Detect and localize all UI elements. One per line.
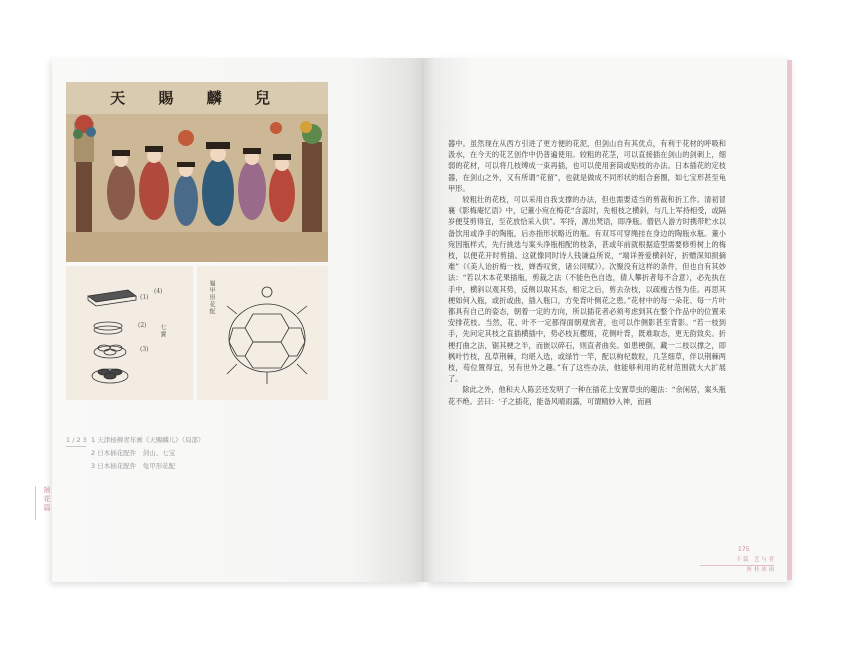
footer-line-1: 下 篇 艺 与 者 [735,557,774,563]
kenzan-shippo-figure [66,266,193,400]
caption-divider [66,446,86,447]
new-year-painting-figure [66,82,328,262]
paragraph-2: 较粗壮的花枝，可以采用自我支撑的办法，但也需要适当的剪裁和折工作。清初冒襄《影梅庵忆语》中，记董小宛在梅花“含蕊时，先相枝之横斜，与几上军持相受，或隔岁便芟剪得宜，至花放恰采入供”。军持，源出梵语，即净瓶。僧侣人游方时携带贮水以备饮用或净手的陶瓶，后亦指形状略近的瓶。有双耳可穿绳挂在身边的陶瓶水瓶。董小宛因瓶样式，先行挑选与案头净瓶相配的枝条，甚或年前就根据造型需要修剪树上的梅枝，以便花开时剪插。这就像同时诗人钱谦益所说，“端详善爱横斜好，折赠深知损摘难”（《美人诒折梅一枝，婵香叹赏，诸公同赋》）。次聚没有这样的条件，但也自有其妙法：“若以木本花果插瓶，剪裁之法（不能色色自选，倩人攀折者每不合意），必先执在手中，横斜以观其势，反侧以取其态，相定之后，剪去杂枝，以疏瘦古怪为佳。再思其梗如何入瓶，或折或曲，插入瓶口，方免背叶侧花之患。”花材中的每一朵花、每一片叶都具有自己的姿态，朝着一定的方向，所以插花者必须考虑到其在整个作品中的位置来安排花枝。当然，花、叶不一定都得面朝观赏者，也可以作侧影甚至背影。“若一枝到手，先问定其枝之直插横插中，势必枝瓦樱斑，花侧叶背，既难取态，更无韵致矣。折梗打曲之法，锯其梗之半，而嵌以碎石，则直者曲矣。如患梗倒，藏一二枝以撑之，即枫叶竹枝，乱草荆棘，均堪入选，或绿竹一竿，配以枸杞数粒，几茎细草，伴以荆棘两枝，苟位置得宜，另有世外之趣。”有了这些办法，他能够利用的花材范围就大大扩展了。 [448,195,726,384]
kenzan-illustration [66,266,193,400]
tortoise-shell-figure [197,266,328,400]
page-edge [787,60,792,580]
running-footer [700,556,774,575]
caption-list [91,434,204,473]
painting-title: 天 賜 麟 兒 [110,89,284,107]
caption-2: 2 日本插花配件 剑山、七宝 [91,449,176,457]
left-footer-label: 插花篇 [35,486,52,520]
fig-number-2: (2) [138,322,147,329]
fig2-side-text: 七寶 [159,324,166,338]
caption-3: 3 日本插花配件 龟甲形花配 [91,462,176,470]
fig-number-3: (3) [140,346,149,353]
page-number: 175 [738,546,750,553]
painting-illustration [66,82,328,262]
tortoise-illustration [197,266,328,400]
caption-numbers: 1 / 2 3 [66,436,87,444]
paragraph-3: 除此之外，他和夫人陈芸还发明了一种在插花上安置草虫的趣法：“余闲居，案头瓶花不绝。芸曰：‘子之插花，能备风晴雨露，可谓精妙入神，而画 [448,385,726,406]
paragraph-1: 器中。虽然现在从西方引进了更方便的花泥，但剑山自有其优点，有利于花材的呼吸和汲水，在今天的花艺创作中仍普遍使用。较粗的花茎，可以直接插在剑山的剑刺上，细弱的花材，可以将几枝缚成一束再插，也可以使用套筒或贴枝的办法。日本插花的定枝器，在剑山之外，又有所谓“花留”，也就是做成不同形状的组合套圈，如七宝形甚至龟甲形。 [448,139,726,193]
fig-number-4: (4) [154,288,163,295]
fig3-side-text: 龜甲形花配 [208,280,215,315]
fig-number-1: (1) [140,294,149,301]
footer-line-2: 折 桂 冰 雨 [700,565,774,575]
body-text [448,138,726,407]
caption-1: 1 天津杨柳青年画《天赐麟儿》（局部） [91,436,205,444]
